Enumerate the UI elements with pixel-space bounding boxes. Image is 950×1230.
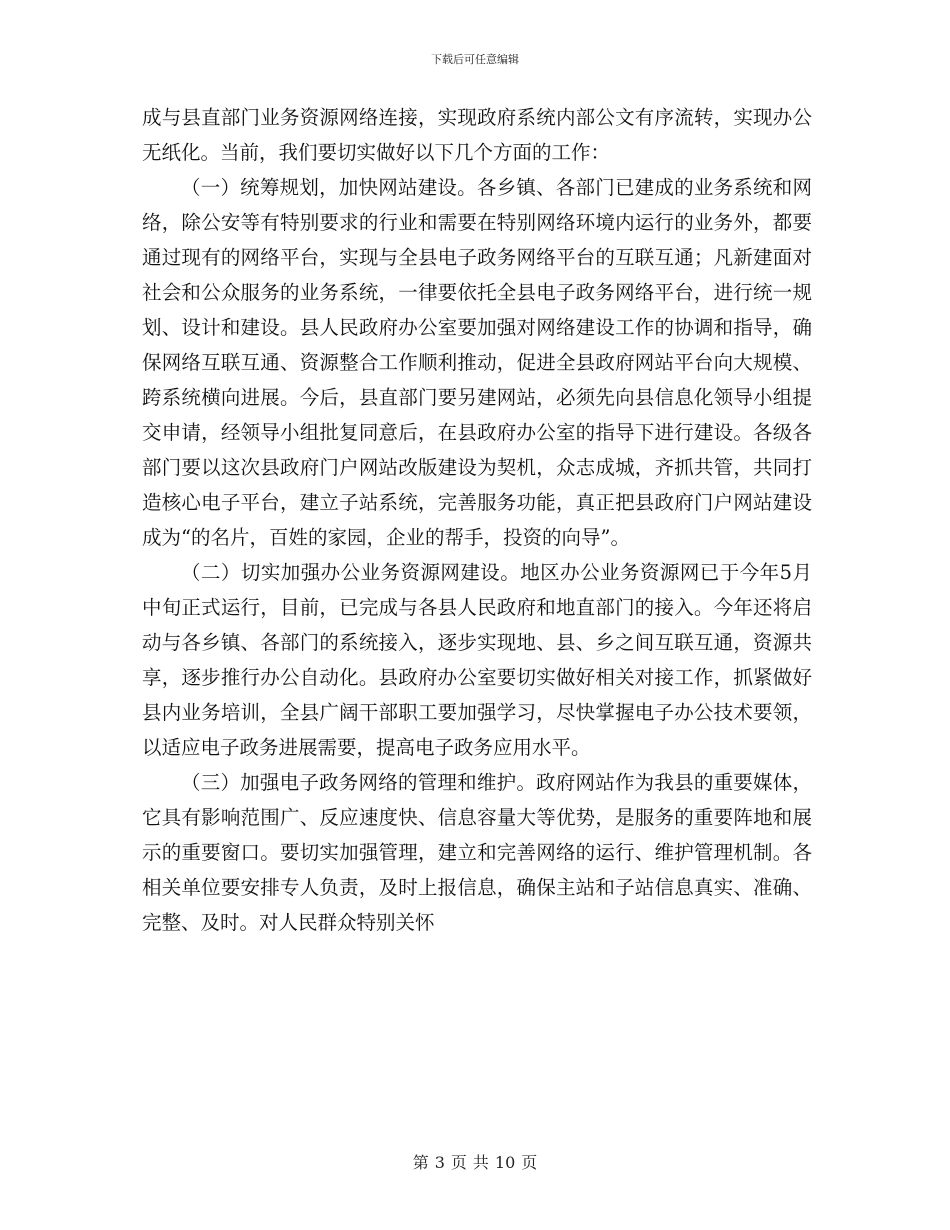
footer-total-pages: 10 bbox=[494, 1153, 516, 1172]
footer-page-number: 3 bbox=[434, 1153, 445, 1172]
paragraph-section-2: （二）切实加强办公业务资源网建设。地区办公业务资源网已于今年5月中旬正式运行，目前，已完成与各县人民政府和地直部门的接入。今年还将启动与各乡镇、各部门的系统接入，逐步实现地、县、乡之间互联互通，资源共享，逐步推行办公自动化。县政府办公室要切实做好相关对接工作，抓紧做好县内业务培训，全县广阔干部职工要加强学习，尽快掌握电子办公技术要领，以适应电子政务进展需要，提高电子政务应用水平。 bbox=[142, 561, 812, 759]
footer-page-mid: 页 bbox=[450, 1153, 467, 1172]
page-header-note: 下载后可任意编辑 bbox=[431, 53, 519, 66]
paragraph-continuation: 成与县直部门业务资源网络连接，实现政府系统内部公文有序流转，实现办公无纸化。当前，我们要切实做好以下几个方面的工作： bbox=[142, 106, 812, 164]
footer-page-prefix: 第 bbox=[412, 1153, 429, 1172]
document-body bbox=[142, 100, 812, 940]
paragraph-section-1: （一）统筹规划，加快网站建设。各乡镇、各部门已建成的业务系统和网络，除公安等有特别要求的行业和需要在特别网络环境内运行的业务外，都要通过现有的网络平台，实现与全县电子政务网络平台的互联互通；凡新建面对社会和公众服务的业务系统，一律要依托全县电子政务网络平台，进行统一规划、设计和建设。县人民政府办公室要加强对网络建设工作的协调和指导，确保网络互联互通、资源整合工作顺利推动，促进全县政府网站平台向大规模、跨系统横向进展。今后，县直部门要另建网站，必须先向县信息化领导小组提交申请，经领导小组批复同意后，在县政府办公室的指导下进行建设。各级各部门要以这次县政府门户网站改版建设为契机，众志成城，齐抓共管，共同打造核心电子平台，建立子站系统，完善服务功能，真正把县政府门户网站建设成为“的名片，百姓的家园，企业的帮手，投资的向导”。 bbox=[142, 176, 812, 549]
footer-total-suffix: 页 bbox=[521, 1153, 538, 1172]
footer-total-prefix: 共 bbox=[472, 1153, 489, 1172]
page-footer bbox=[0, 1153, 950, 1173]
paragraph-section-3: （三）加强电子政务网络的管理和维护。政府网站作为我县的重要媒体，它具有影响范围广、反应速度快、信息容量大等优势，是服务的重要阵地和展示的重要窗口。要切实加强管理，建立和完善网络的运行、维护管理机制。各相关单位要安排专人负责，及时上报信息，确保主站和子站信息真实、准确、完整、及时。对人民群众特别关怀 bbox=[142, 771, 812, 934]
